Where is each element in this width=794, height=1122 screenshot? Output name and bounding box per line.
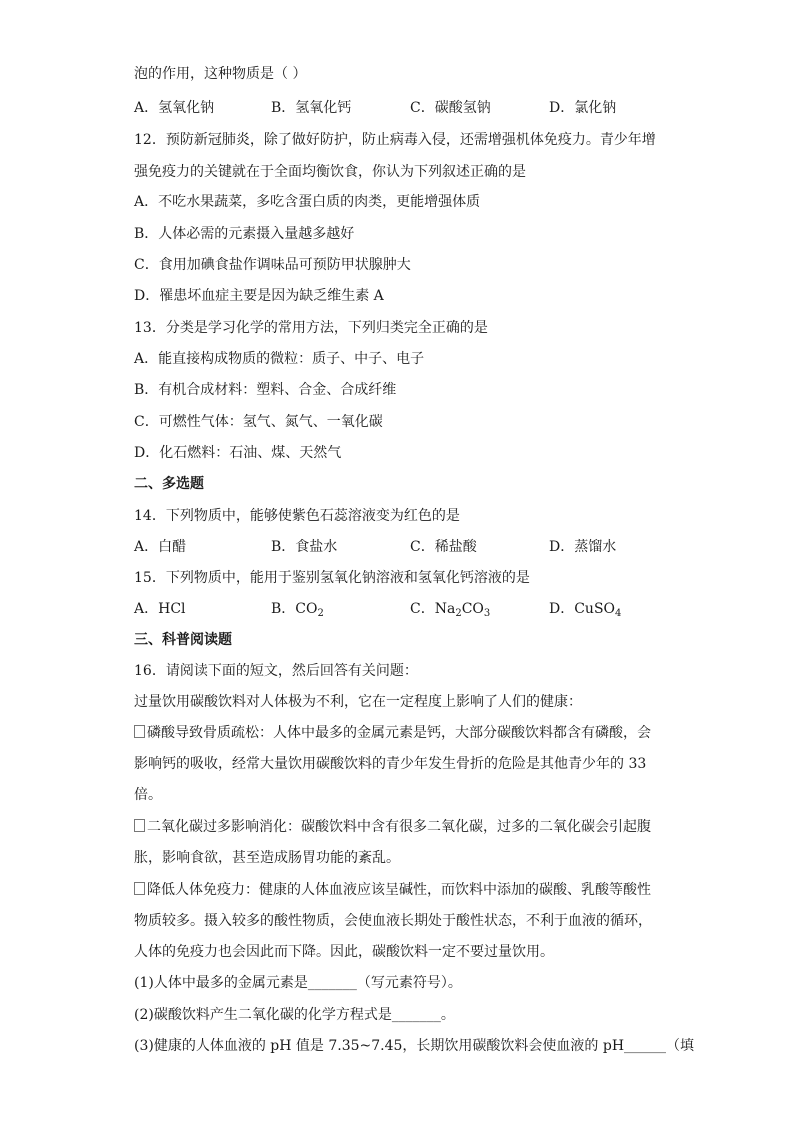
q12-stem-line-2: 强免疫力的关键就在于全面均衡饮食，你认为下列叙述正确的是	[134, 164, 526, 180]
q14-stem: 14．下列物质中，能够使紫色石蕊溶液变为红色的是	[134, 508, 460, 524]
q14-option-b: B．食盐水	[271, 539, 338, 555]
q16-paragraph-2-line-2: 胀，影响食欲，甚至造成肠胃功能的紊乱。	[134, 850, 400, 866]
q15-option-d: D．CuSO$_4$	[549, 601, 622, 619]
q16-intro: 过量饮用碳酸饮料对人体极为不利，它在一定程度上影响了人们的健康：	[134, 694, 582, 710]
q16-paragraph-3-line-2: 物质较多。摄入较多的酸性物质，会使血液长期处于酸性状态，不利于血液的循环，	[134, 913, 652, 929]
q16-subquestion-2: (2)碳酸饮料产生二氧化碳的化学方程式是_______。	[134, 1007, 455, 1023]
q13-option-c: C．可燃性气体：氢气、氮气、一氧化碳	[134, 414, 383, 430]
q16-paragraph-3-line-3: 人体的免疫力也会因此而下降。因此，碳酸饮料一定不要过量饮用。	[134, 944, 554, 960]
q12-option-c: C．食用加碘食盐作调味品可预防甲状腺肿大	[134, 257, 411, 273]
q16-paragraph-2-line-1: 二氧化碳过多影响消化：碳酸饮料中含有很多二氧化碳，过多的二氧化碳会引起腹	[134, 817, 651, 837]
q16-subquestion-3: (3)健康的人体血液的 pH 值是 7.35~7.45，长期饮用碳酸饮料会使血液的 pH______（填	[134, 1038, 695, 1054]
bullet-box-icon	[134, 882, 145, 895]
q12-option-b: B．人体必需的元素摄入量越多越好	[134, 226, 355, 242]
q15-stem: 15．下列物质中，能用于鉴别氢氧化钠溶液和氢氧化钙溶液的是	[134, 570, 530, 586]
q13-option-d: D．化石燃料：石油、煤、天然气	[134, 445, 342, 461]
bullet-box-icon	[134, 725, 145, 738]
q15-options	[134, 599, 654, 619]
section-heading-reading: 三、科普阅读题	[134, 632, 232, 648]
q11-option-b: B．氢氧化钙	[271, 100, 352, 116]
q11-option-d: D．氯化钠	[549, 100, 617, 116]
q12-option-a: A．不吃水果蔬菜，多吃含蛋白质的肉类，更能增强体质	[134, 194, 481, 210]
q11-option-c: C．碳酸氢钠	[410, 100, 491, 116]
q14-option-c: C．稀盐酸	[410, 539, 477, 555]
q13-option-a: A．能直接构成物质的微粒：质子、中子、电子	[134, 351, 425, 367]
q14-option-a: A．白醋	[134, 539, 187, 555]
q14-options	[134, 537, 654, 557]
q15-option-c: C．$Na_2CO_3$	[410, 601, 491, 619]
bullet-box-icon	[134, 819, 145, 832]
q13-stem: 13．分类是学习化学的常用方法，下列归类完全正确的是	[134, 320, 488, 336]
q12-option-d: D．罹患坏血症主要是因为缺乏维生素 A	[134, 288, 384, 304]
q15-option-a: A．HCl	[134, 601, 186, 617]
q16-paragraph-1-line-3: 倍。	[134, 787, 162, 803]
q11-options	[134, 98, 654, 118]
q16-paragraph-1-line-2: 影响钙的吸收，经常大量饮用碳酸饮料的青少年发生骨折的危险是其他青少年的 33	[134, 756, 647, 772]
q11-option-a: A．氢氧化钠	[134, 100, 215, 116]
q16-stem: 16．请阅读下面的短文，然后回答有关问题：	[134, 663, 418, 679]
q12-stem-line-1: 12．预防新冠肺炎，除了做好防护，防止病毒入侵，还需增强机体免疫力。青少年增	[134, 132, 656, 148]
section-heading-multi-choice: 二、多选题	[134, 476, 204, 492]
q13-option-b: B．有机合成材料：塑料、合金、合成纤维	[134, 382, 397, 398]
q16-subquestion-1: (1)人体中最多的金属元素是_______（写元素符号）。	[134, 975, 462, 991]
q16-paragraph-1-line-1: 磷酸导致骨质疏松：人体中最多的金属元素是钙，大部分碳酸饮料都含有磷酸，会	[134, 723, 651, 743]
q15-option-b: B．$CO_2$	[271, 601, 324, 619]
q16-paragraph-3-line-1: 降低人体免疫力：健康的人体血液应该呈碱性，而饮料中添加的碳酸、乳酸等酸性	[134, 880, 651, 900]
q14-option-d: D．蒸馏水	[549, 539, 617, 555]
q11-stem-tail: 泡的作用，这种物质是（ ）	[134, 66, 307, 82]
